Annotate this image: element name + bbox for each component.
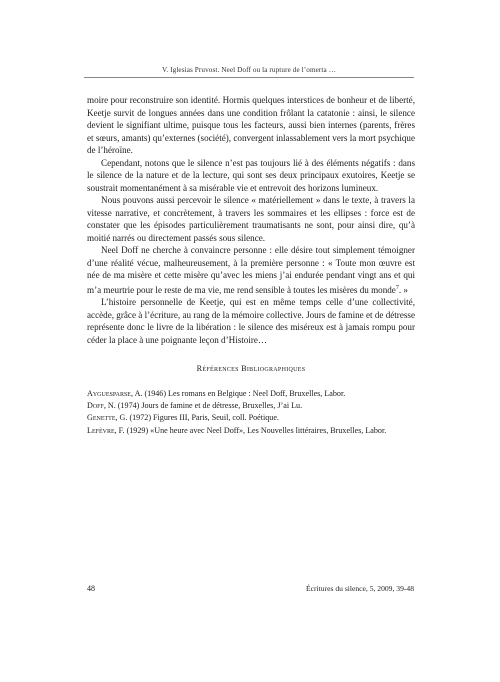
running-head: V. Iglesias Pruvost. Neel Doff ou la rupture de l’omerta … xyxy=(161,66,336,74)
reference-author: Doff, N. xyxy=(87,401,116,411)
reference-details: (1974) Jours de famine et de détresse, Bruxelles, J’ai Lu. xyxy=(115,401,303,411)
reference-details: (1946) Les romans en Belgique : Neel Doff, Bruxelles, Labor. xyxy=(142,389,346,398)
reference-item xyxy=(87,400,415,412)
reference-author: Ayguesparse, A. xyxy=(87,389,143,398)
footnote-marker: 7 xyxy=(395,284,399,291)
reference-details: (1972) Figures III, Paris, Seuil, coll. Poétique. xyxy=(127,413,279,423)
references-title: Références Bibliographiques xyxy=(196,364,306,373)
reference-details: (1929) «Une heure avec Neel Doff», Les Nouvelles littéraires, Bruxelles, Labor. xyxy=(124,425,387,435)
paragraph-5: L’histoire personnelle de Keetje, qui est en même temps celle d’une collectivité, accède, grâce à l’écriture, au rang de la mémoire collective. Jours de famine et de détresse représente donc le livre de la libération : le silence des miséreux est à jamais rompu pour céder la place à une poignante leçon d’Histoire… xyxy=(87,297,415,345)
paragraph-3: Nous pouvons aussi percevoir le silence « matériellement » dans le texte, à travers la vitesse narrative, et concrètement, à travers les sommaires et les ellipses : force est de constater que les épisodes particulièrement traumatisants ne sont, pour ainsi dire, qu’à moitié narrés ou directement passés sous silence. xyxy=(87,195,415,243)
header-rule xyxy=(84,77,414,78)
reference-author: Lefèvre, F. xyxy=(87,425,125,435)
body-text xyxy=(87,94,415,346)
paragraph-2: Cependant, notons que le silence n’est pas toujours lié à des éléments négatifs : dans le silence de la nature et de la lecture, qui sont ses deux principaux exutoires, Keetje se soustrait momentanément à sa misérable vie et entrevoit des horizons lumineux. xyxy=(87,157,415,193)
references-list xyxy=(87,388,415,437)
quote-close: . » xyxy=(398,284,408,295)
reference-item xyxy=(87,412,415,424)
paragraph-4 xyxy=(87,244,415,296)
paragraph-4-text: Neel Doff ne cherche à convaincre personne : elle désire tout simplement témoigner d’une réalité vécue, malheureusement, à la première personne : « Toute mon œuvre est née de ma misère et cette misère qu’avec les miens j’ai endurée pendant vingt ans et qui m’a meurtrie pour le reste de ma vie, me rend sensible à toutes les misères du monde xyxy=(87,245,415,295)
journal-citation: Écritures du silence, 5, 2009, 39-48 xyxy=(306,584,414,593)
page-number: 48 xyxy=(87,584,95,593)
reference-author: Genette, G. xyxy=(87,413,128,423)
reference-item xyxy=(87,425,415,437)
paragraph-1: moire pour reconstruire son identité. Hormis quelques interstices de bonheur et de liberté, Keetje survit de longues années dans une condition frôlant la catatonie : ainsi, le silence devient le signifiant ultime, puisque tous les facteurs, aussi bien internes (parents, frères et sœurs, amants) qu’externes (société), convergent inlassablement vers la mort psychique de l’héroïne. xyxy=(87,95,415,155)
reference-item xyxy=(87,388,415,400)
